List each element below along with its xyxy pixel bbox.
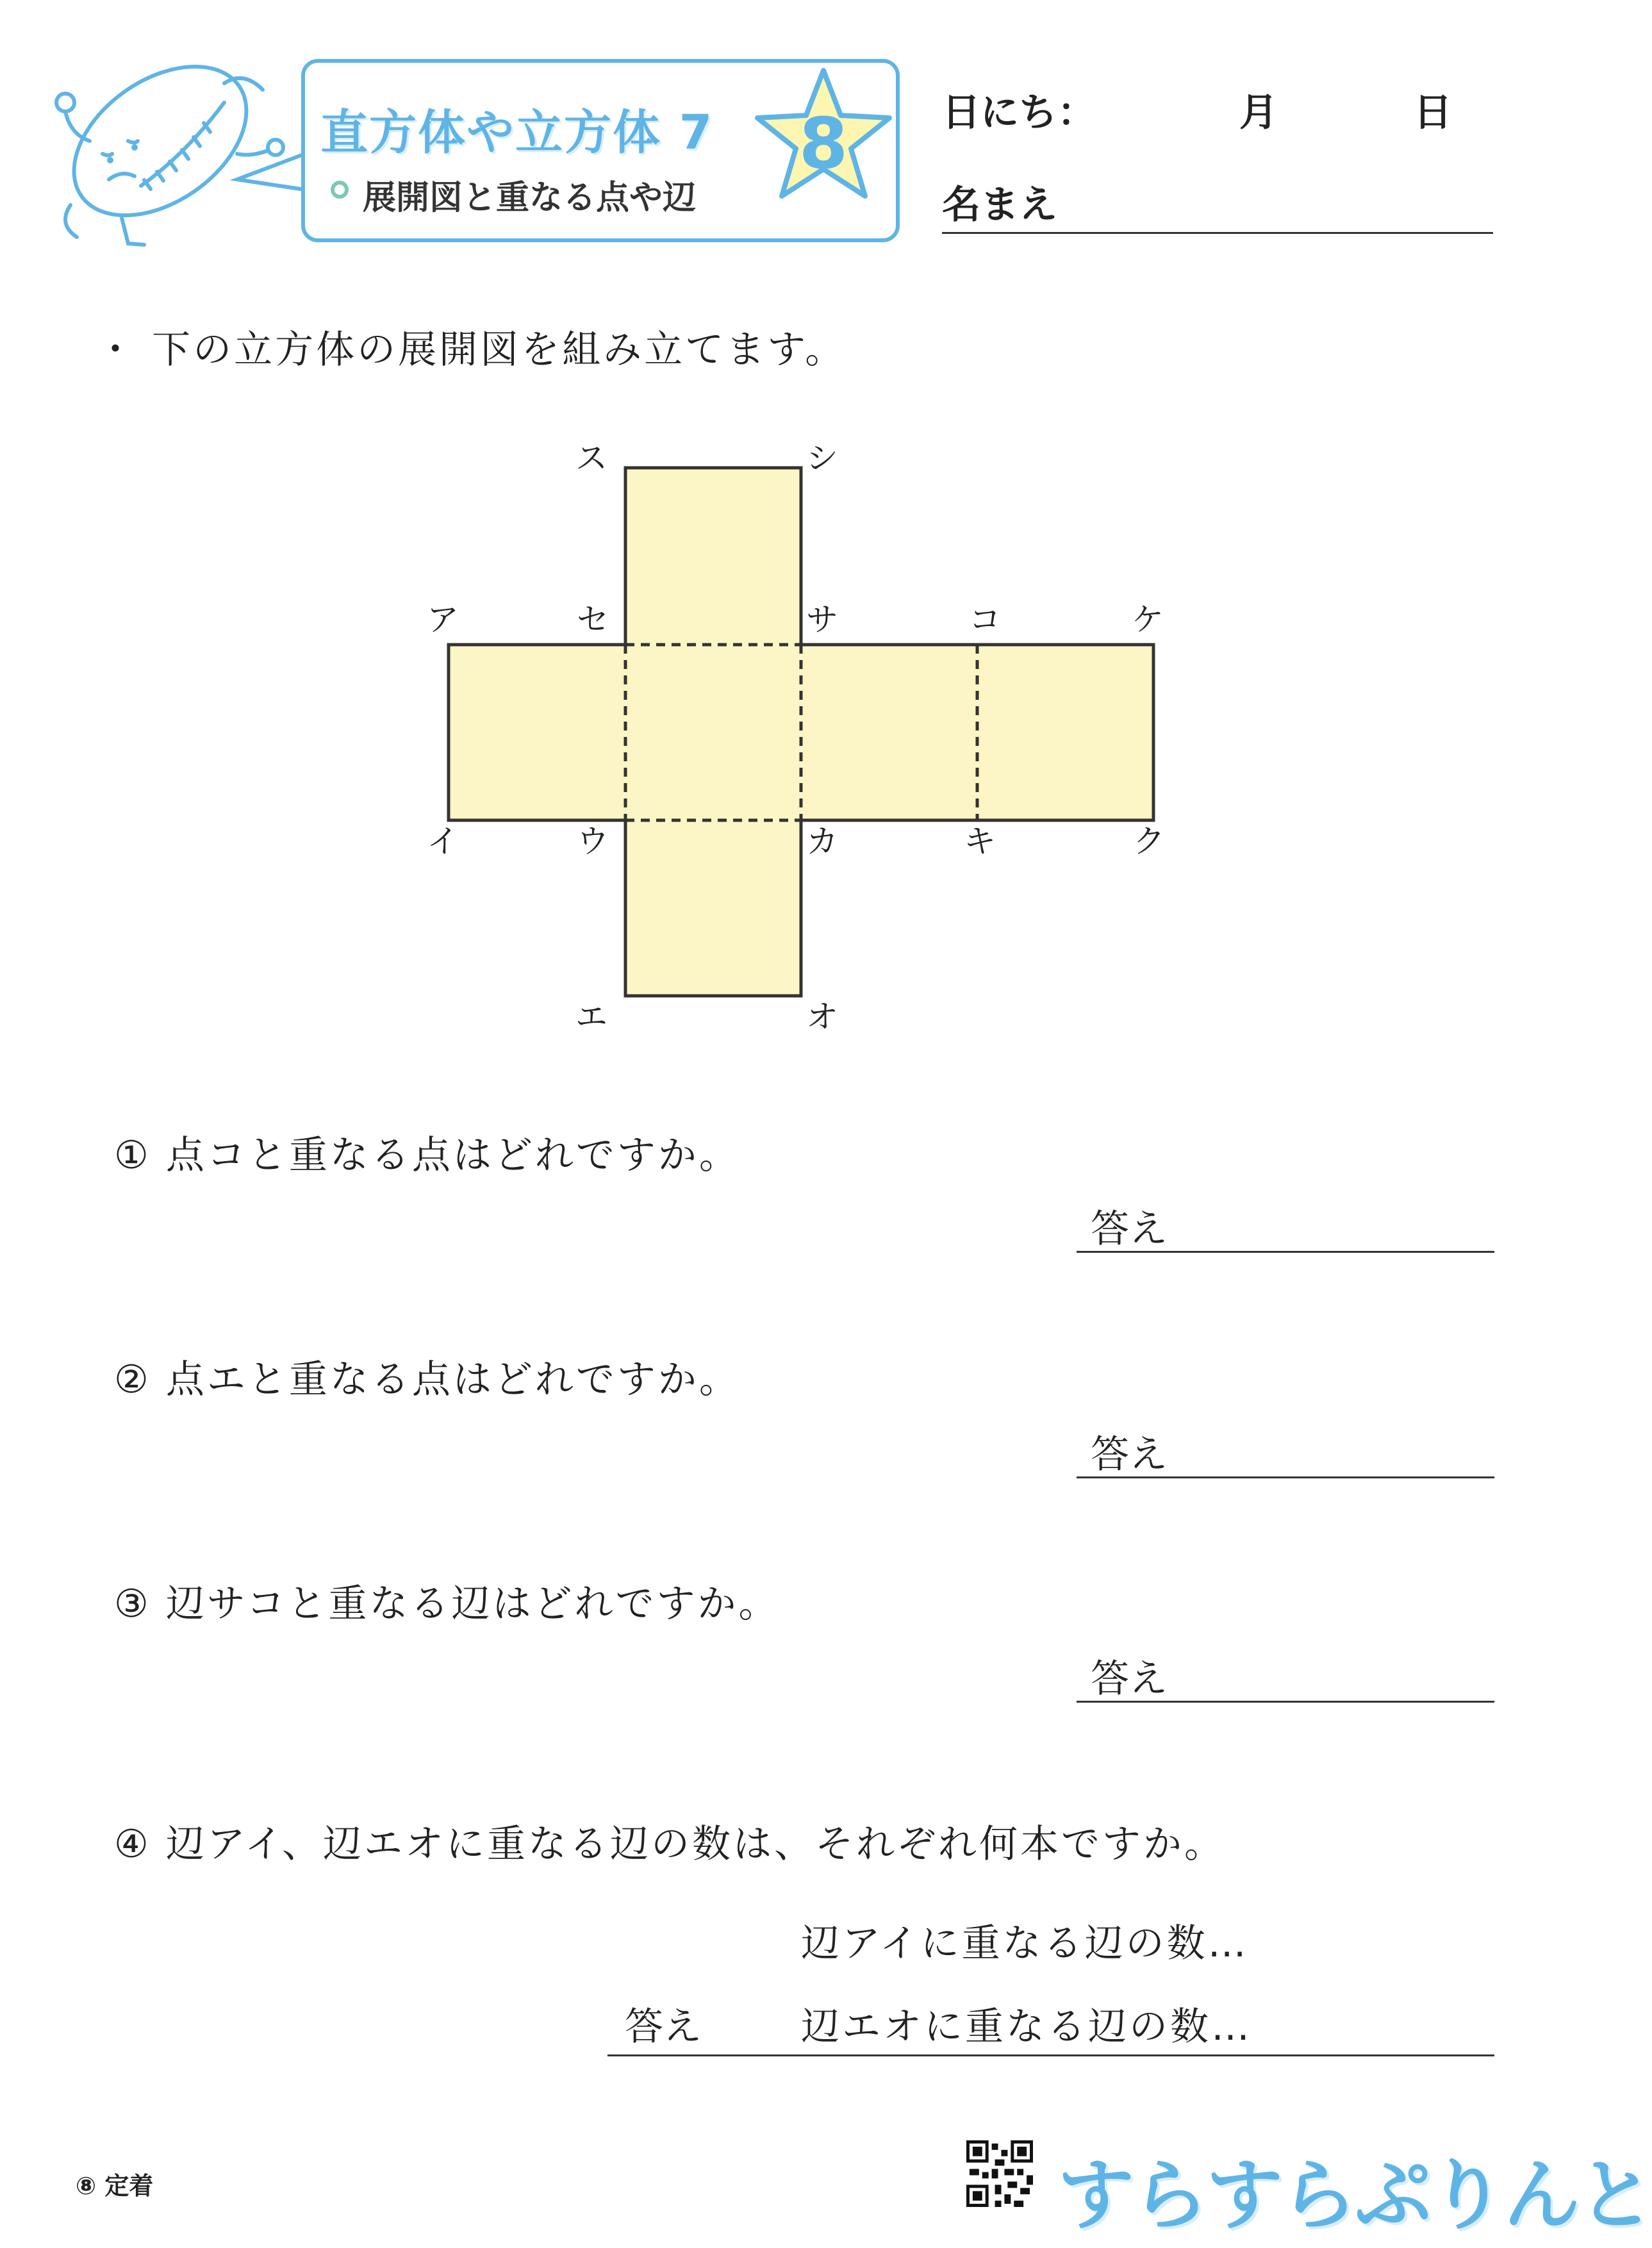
date-label: 日にち： bbox=[942, 90, 1096, 135]
name-label: 名まえ bbox=[942, 183, 1057, 227]
label-ki: キ bbox=[964, 823, 996, 860]
question-4: ④ 辺アイ、辺エオに重なる辺の数は、それぞれ何本ですか。 bbox=[114, 1822, 1226, 1867]
brand-logo: すらすらぷりんと bbox=[1057, 2151, 1652, 2240]
question-1: ① 点コと重なる点はどれですか。 bbox=[114, 1133, 740, 1178]
worksheet-number: 8 bbox=[798, 103, 848, 185]
day-label: 日 bbox=[1414, 90, 1452, 135]
cube-net-diagram bbox=[0, 0, 1590, 1089]
question-3: ③ 辺サコと重なる辺はどれですか。 bbox=[114, 1582, 780, 1626]
answer-label-4: 答え bbox=[625, 2004, 702, 2049]
sub-question-eo: 辺エオに重なる辺の数… bbox=[801, 2004, 1252, 2049]
question-2: ② 点エと重なる点はどれですか。 bbox=[114, 1357, 740, 1402]
face-row bbox=[449, 645, 1153, 820]
answer-line-4[interactable] bbox=[607, 2054, 1494, 2056]
label-se: セ bbox=[577, 601, 609, 638]
instruction-text: ・ 下の立方体の展開図を組み立てます。 bbox=[96, 327, 847, 372]
sub-question-ai: 辺アイに重なる辺の数… bbox=[801, 1921, 1249, 1966]
answer-label-1: 答え bbox=[1091, 1207, 1168, 1252]
net-faces bbox=[449, 468, 1153, 996]
label-shi: シ bbox=[806, 440, 838, 477]
face-bottom bbox=[625, 819, 801, 996]
label-ko: コ bbox=[969, 601, 1001, 638]
qr-code-icon[interactable] bbox=[966, 2140, 1033, 2207]
label-ka: カ bbox=[806, 823, 838, 860]
label-ku: ク bbox=[1133, 823, 1165, 860]
label-ke: ケ bbox=[1132, 601, 1164, 638]
label-e: エ bbox=[575, 998, 607, 1036]
label-a: ア bbox=[427, 601, 459, 638]
label-sa: サ bbox=[806, 601, 838, 638]
answer-line-1[interactable] bbox=[1077, 1251, 1494, 1253]
answer-label-3: 答え bbox=[1091, 1657, 1168, 1701]
label-su: ス bbox=[575, 440, 607, 477]
answer-line-3[interactable] bbox=[1077, 1701, 1494, 1703]
answer-line-2[interactable] bbox=[1077, 1476, 1494, 1478]
month-label: 月 bbox=[1239, 90, 1278, 135]
answer-label-2: 答え bbox=[1091, 1432, 1168, 1477]
page-title: 直方体や立方体 7 bbox=[320, 105, 714, 160]
label-u: ウ bbox=[577, 823, 609, 860]
page-subtitle: 展開図と重なる点や辺 bbox=[363, 179, 697, 217]
label-i: イ bbox=[427, 823, 459, 860]
label-o: オ bbox=[806, 998, 838, 1036]
face-top bbox=[625, 468, 801, 645]
footer-tag: ⑧ 定着 bbox=[76, 2172, 154, 2200]
